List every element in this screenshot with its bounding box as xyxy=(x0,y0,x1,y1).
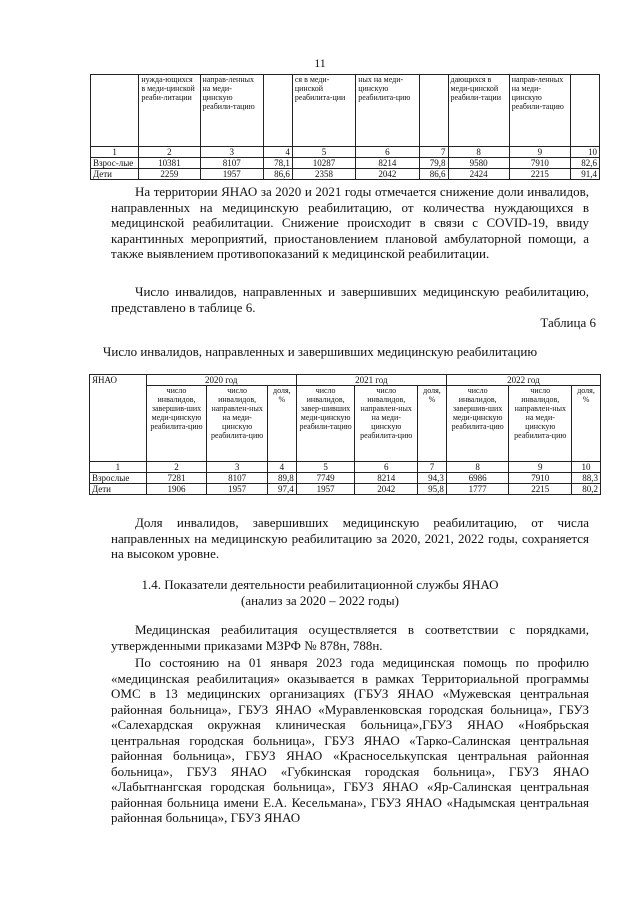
table-cell: 2358 xyxy=(292,169,355,180)
table-cell: Дети xyxy=(91,169,139,180)
paragraph-table6-intro: Число инвалидов, направленных и завершивших медицинскую реабилитацию, представлено в таблице 6. xyxy=(111,284,589,315)
table-cell: 86,6 xyxy=(419,169,448,180)
table-cell: 1957 xyxy=(296,484,355,495)
table-cell: 2424 xyxy=(448,169,509,180)
table-row xyxy=(91,158,600,169)
table-header-cell: доля, % xyxy=(418,386,447,462)
paragraph-covid-decline: На территории ЯНАО за 2020 и 2021 годы отмечается снижение доли инвалидов, направленных на медицинскую реабилитацию, от количества нуждающихся в медицинской реабилитации. Снижение происходит в связи с COVID-19, ввиду карантинных мероприятий, приостановлением плановой амбулаторной помощи, а также выявлением противопоказаний к медицинской реабилитации. xyxy=(111,184,589,261)
table-cell: 1906 xyxy=(146,484,207,495)
table-header-cell: нужда-ющихся в меди-цинской реаби-литации xyxy=(139,75,200,147)
table-header-cell: число инвалидов, направлен-ных на меди-цинскую реабилита-цию xyxy=(355,386,418,462)
table-cell: 95,8 xyxy=(418,484,447,495)
table-row xyxy=(90,473,601,484)
table-header-cell: ся в меди-цинской реабилита-ции xyxy=(292,75,355,147)
paragraph-organizations: По состоянию на 01 января 2023 года медицинская помощь по профилю «медицинская реабилитация» оказывается в рамках Территориальной программы ОМС в 13 медицинских организациях (ГБУЗ ЯНАО «Мужевская центральная районная больница», ГБУЗ ЯНАО «Муравленковская городская больница», ГБУЗ «Салехардская окружная клиническая больница»,ГБУЗ ЯНАО «Ноябрьская центральная городская больница», ГБУЗ ЯНАО «Тарко-Салинская центральная районная больница», ГБУЗ ЯНАО «Красноселькупская центральная районная больница», ГБУЗ ЯНАО «Губкинская городская больница», ГБУЗ ЯНАО «Лабытнангская городская больница», ГБУЗ ЯНАО «Яр-Салинская центральная районная больница имени Е.А. Кесельмана», ГБУЗ ЯНАО «Надымская центральная районная больница», ГБУЗ ЯНАО xyxy=(111,655,589,825)
table-header-row xyxy=(90,386,601,462)
table-cell: 6 xyxy=(356,147,419,158)
table-cell: 7910 xyxy=(509,158,570,169)
table-cell: 7 xyxy=(418,462,447,473)
table-cell: 8214 xyxy=(355,473,418,484)
table-cell: 2215 xyxy=(509,484,572,495)
table-header-cell: число инвалидов, завершив-ших меди-цинскую реабилита-цию xyxy=(146,386,207,462)
table-cell: 88,3 xyxy=(572,473,601,484)
table-cell: 10 xyxy=(570,147,599,158)
table-cell: 3 xyxy=(200,147,263,158)
table-cell: 8214 xyxy=(356,158,419,169)
table-number-row xyxy=(91,147,600,158)
table-header-cell xyxy=(263,75,292,147)
table-corner-cell: ЯНАО xyxy=(90,375,147,462)
table-cell: 8 xyxy=(446,462,509,473)
table-cell: 2 xyxy=(139,147,200,158)
table-cell: 1 xyxy=(90,462,147,473)
table-cell: 1 xyxy=(91,147,139,158)
table-cell: 5 xyxy=(296,462,355,473)
table-cell xyxy=(91,75,139,147)
table-title: Число инвалидов, направленных и завершивших медицинскую реабилитацию xyxy=(102,344,538,359)
table-cell: 97,4 xyxy=(267,484,296,495)
table-cell: 6986 xyxy=(446,473,509,484)
table-cell: 5 xyxy=(292,147,355,158)
table-cell: 10381 xyxy=(139,158,200,169)
table-cell: 78,1 xyxy=(263,158,292,169)
table-header-cell xyxy=(570,75,599,147)
table-cell: Дети xyxy=(90,484,147,495)
table-cell: 1777 xyxy=(446,484,509,495)
table-header-cell: число инвалидов, завершив-ших меди-цинскую реабилита-цию xyxy=(446,386,509,462)
table-cell: 9 xyxy=(509,147,570,158)
table-cell: 8107 xyxy=(207,473,268,484)
table-cell: 1957 xyxy=(200,169,263,180)
table-row xyxy=(91,169,600,180)
table-cell: 9580 xyxy=(448,158,509,169)
table-cell: 2259 xyxy=(139,169,200,180)
table-year-row xyxy=(90,375,601,386)
paragraph-orders: Медицинская реабилитация осуществляется в соответствии с порядками, утвержденными приказами МЗРФ № 878н, 788н. xyxy=(111,622,589,653)
table-continuation xyxy=(90,74,600,180)
table-header-cell xyxy=(419,75,448,147)
table-cell: 80,2 xyxy=(572,484,601,495)
table-cell: 7281 xyxy=(146,473,207,484)
table-year-header: 2021 год xyxy=(296,375,446,386)
table-cell: 82,6 xyxy=(570,158,599,169)
table-cell: 2042 xyxy=(356,169,419,180)
table-cell: Взрослые xyxy=(90,473,147,484)
table-6 xyxy=(89,374,601,495)
table-cell: 10287 xyxy=(292,158,355,169)
table-cell: 89,8 xyxy=(267,473,296,484)
table-header-cell: доля, % xyxy=(572,386,601,462)
table-cell: 1957 xyxy=(207,484,268,495)
table-label: Таблица 6 xyxy=(540,315,596,330)
page-number: 11 xyxy=(314,56,326,70)
table-header-row xyxy=(91,75,600,147)
table-cell: 7910 xyxy=(509,473,572,484)
table-header-cell: число инвалидов, направлен-ных на меди-цинскую реабилита-цию xyxy=(207,386,268,462)
table-header-cell: направ-ленных на меди-цинскую реабили-тацию xyxy=(509,75,570,147)
table-year-header: 2020 год xyxy=(146,375,296,386)
table-header-cell: доля, % xyxy=(267,386,296,462)
table-cell: 4 xyxy=(263,147,292,158)
table-cell: 91,4 xyxy=(570,169,599,180)
paragraph-high-share: Доля инвалидов, завершивших медицинскую реабилитацию, от числа направленных на медицинскую реабилитацию за 2020, 2021, 2022 годы, сохраняется на высоком уровне. xyxy=(111,515,589,561)
table-cell: 9 xyxy=(509,462,572,473)
section-title: 1.4. Показатели деятельности реабилитационной службы ЯНАО xyxy=(141,577,499,592)
section-subtitle: (анализ за 2020 – 2022 годы) xyxy=(241,593,399,608)
table-header-cell: число инвалидов, завер-шивших меди-цинскую реабили-тацию xyxy=(296,386,355,462)
table-cell: 10 xyxy=(572,462,601,473)
table-header-cell: направ-ленных на меди-цинскую реабили-тацию xyxy=(200,75,263,147)
table-cell: 94,3 xyxy=(418,473,447,484)
table-header-cell: число инвалидов, направлен-ных на меди-цинскую реабилита-цию xyxy=(509,386,572,462)
table-cell: 3 xyxy=(207,462,268,473)
table-cell: 8 xyxy=(448,147,509,158)
table-cell: Взрос-лые xyxy=(91,158,139,169)
table-number-row xyxy=(90,462,601,473)
table-cell: 4 xyxy=(267,462,296,473)
table-cell: 2 xyxy=(146,462,207,473)
table-header-cell: ных на меди-цинскую реабилита-цию xyxy=(356,75,419,147)
table-cell: 8107 xyxy=(200,158,263,169)
table-header-cell: дающихся в меди-цинской реабили-тации xyxy=(448,75,509,147)
table-cell: 86,6 xyxy=(263,169,292,180)
table-year-header: 2022 год xyxy=(446,375,600,386)
table-cell: 6 xyxy=(355,462,418,473)
table-cell: 7749 xyxy=(296,473,355,484)
table-cell: 7 xyxy=(419,147,448,158)
table-cell: 79,8 xyxy=(419,158,448,169)
table-cell: 2215 xyxy=(509,169,570,180)
table-cell: 2042 xyxy=(355,484,418,495)
table-row xyxy=(90,484,601,495)
